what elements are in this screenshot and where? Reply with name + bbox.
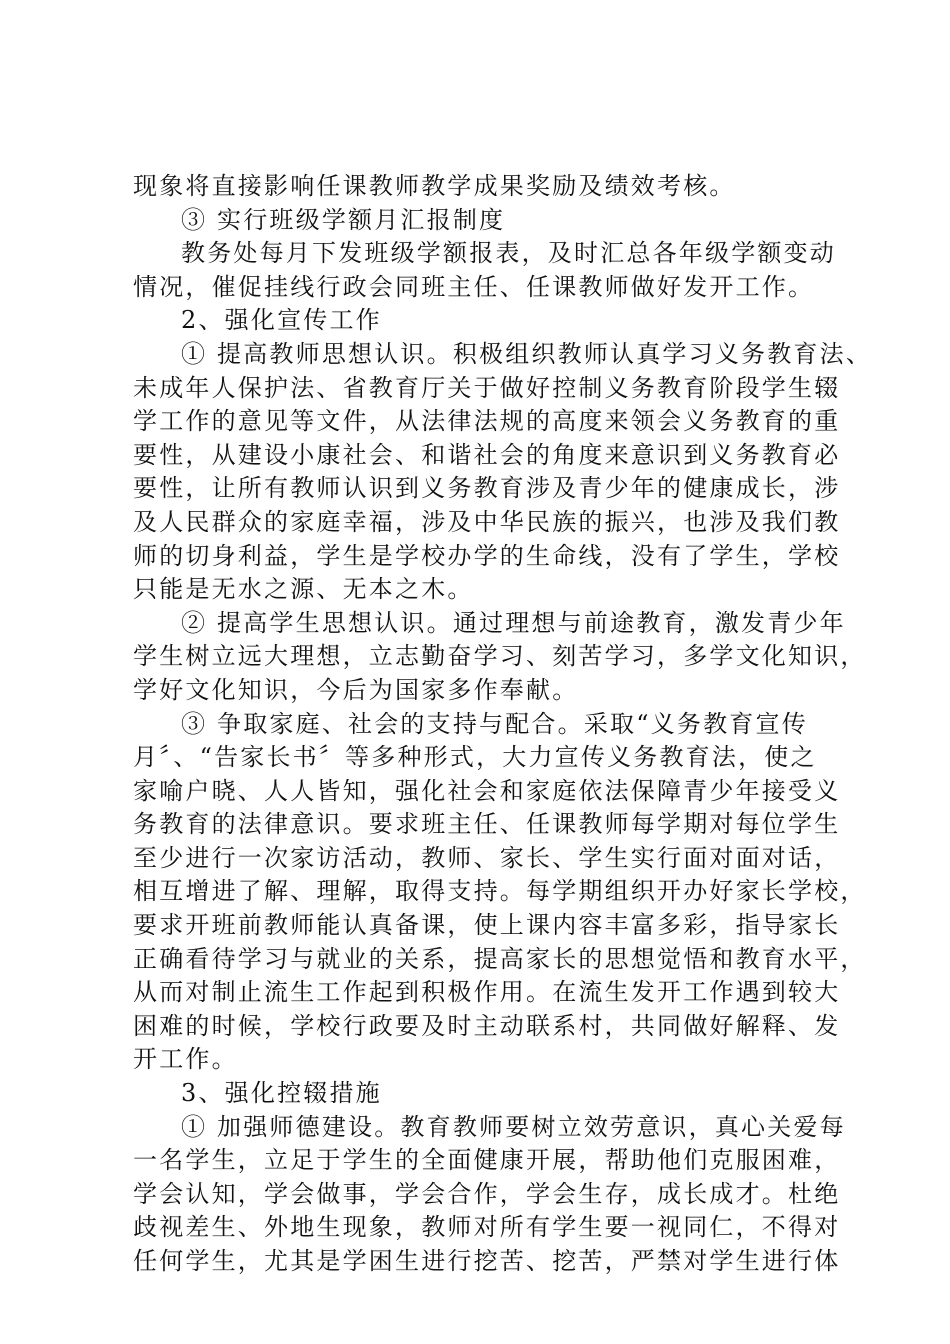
- text-line: 情况，催促挂线行政会同班主任、任课教师做好发开工作。: [133, 272, 815, 301]
- document-body: [133, 170, 873, 1279]
- text-line: 相互增进了解、理解，取得支持。每学期组织开办好家长学校，: [133, 877, 867, 906]
- text-line: 从而对制止流生工作起到积极作用。在流生发开工作遇到较大: [133, 978, 841, 1007]
- text-line: 学好文化知识，今后为国家多作奉献。: [133, 675, 579, 704]
- text-line: 开工作。: [133, 1045, 238, 1074]
- text-line: ① 加强师德建设。教育教师要树立效劳意识，真心关爱每: [181, 1112, 846, 1141]
- section-heading: 2、强化宣传工作: [181, 306, 382, 335]
- text-line: 教务处每月下发班级学额报表，及时汇总各年级学额变动: [181, 239, 836, 268]
- text-line: 学生树立远大理想，立志勤奋学习、刻苦学习，多学文化知识，: [133, 642, 867, 671]
- text-line: 月〞、“告家长书〞等多种形式，大力宣传义务教育法，使之: [133, 743, 817, 772]
- section-heading: 3、强化控辍措施: [181, 1079, 382, 1108]
- text-line: 师的切身利益，学生是学校办学的生命线，没有了学生，学校: [133, 541, 841, 570]
- text-line: 只能是无水之源、无本之木。: [133, 575, 474, 604]
- text-line: 困难的时候，学校行政要及时主动联系村，共同做好解释、发: [133, 1011, 841, 1040]
- text-line: 未成年人保护法、省教育厅关于做好控制义务教育阶段学生辍: [133, 373, 841, 402]
- text-line: 一名学生，立足于学生的全面健康开展，帮助他们克服困难，: [133, 1146, 841, 1175]
- text-line: 任何学生，尤其是学困生进行挖苦、挖苦，严禁对学生进行体: [133, 1247, 841, 1275]
- text-line: 要性，让所有教师认识到义务教育涉及青少年的健康成长，涉: [133, 474, 841, 503]
- text-line: 务教育的法律意识。要求班主任、任课教师每学期对每位学生: [133, 810, 841, 839]
- text-line: 学会认知，学会做事，学会合作，学会生存，成长成才。杜绝: [133, 1179, 841, 1208]
- text-line: ② 提高学生思想认识。通过理想与前途教育，激发青少年: [181, 608, 846, 637]
- text-line: 及人民群众的家庭幸福，涉及中华民族的振兴，也涉及我们教: [133, 507, 841, 536]
- text-line: 现象将直接影响任课教师教学成果奖励及绩效考核。: [133, 172, 736, 200]
- text-line: 学工作的意见等文件，从法律法规的高度来领会义务教育的重: [133, 407, 841, 436]
- text-line: 要求开班前教师能认真备课，使上课内容丰富多彩，指导家长: [133, 911, 841, 940]
- text-line: 要性，从建设小康社会、和谐社会的角度来意识到义务教育必: [133, 440, 841, 469]
- text-line: 家喻户晓、人人皆知，强化社会和家庭依法保障青少年接受义: [133, 776, 841, 805]
- text-line: 至少进行一次家访活动，教师、家长、学生实行面对面对话，: [133, 843, 841, 872]
- text-line: ① 提高教师思想认识。积极组织教师认真学习义务教育法、: [181, 339, 873, 368]
- text-line: ③ 争取家庭、社会的支持与配合。采取“义务教育宣传: [181, 709, 808, 738]
- subheading-line: ③ 实行班级学额月汇报制度: [181, 205, 506, 234]
- text-line: 歧视差生、外地生现象，教师对所有学生要一视同仁，不得对: [133, 1213, 841, 1242]
- text-line: 正确看待学习与就业的关系，提高家长的思想觉悟和教育水平，: [133, 944, 867, 973]
